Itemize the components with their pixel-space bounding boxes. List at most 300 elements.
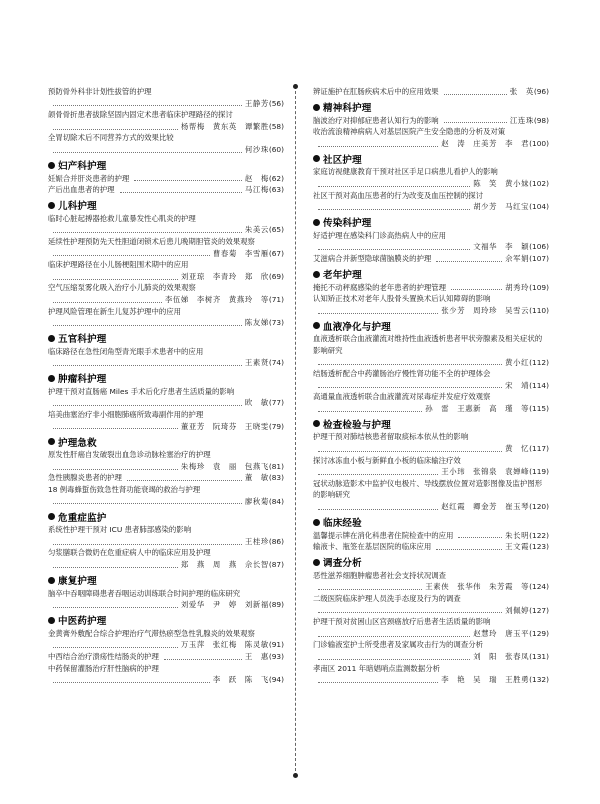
toc-entry[interactable] (48, 663, 284, 686)
entry-line (48, 421, 284, 433)
toc-entry[interactable] (48, 306, 284, 329)
entry-line (313, 639, 549, 651)
toc-entry[interactable] (48, 421, 284, 433)
entry-line (48, 599, 284, 611)
dot-leader (53, 227, 242, 233)
toc-entry[interactable] (313, 616, 549, 639)
toc-entry[interactable] (313, 126, 549, 149)
section-heading (48, 199, 284, 212)
entry-line (48, 536, 284, 548)
entry-page-number: (122) (529, 530, 549, 540)
toc-section (48, 574, 284, 611)
entry-title: 护理干预对肺结核患者留取痰标本依从性的影响 (313, 432, 469, 442)
toc-entry[interactable] (48, 173, 284, 185)
entry-line (48, 357, 284, 369)
toc-section (313, 216, 549, 265)
entry-page-number: (107) (529, 253, 549, 263)
section-heading (313, 101, 549, 114)
entry-line (48, 98, 284, 110)
entry-page-number: (69) (268, 271, 284, 281)
toc-entry[interactable] (313, 639, 549, 651)
entry-page-number: (87) (268, 560, 284, 569)
entry-page-number: (71) (268, 294, 284, 304)
section-heading (48, 332, 284, 345)
entry-page-number: (96) (533, 87, 549, 96)
entry-title: 中药保留灌肠治疗肝性脑病的护理 (48, 663, 159, 673)
entry-authors: 李伍娣 李树齐 黄燕玲 等 (164, 294, 269, 304)
entry-line (313, 201, 549, 213)
entry-line (48, 271, 284, 283)
entry-title-tail: 妊娠合并肝炎患者的护理 (48, 173, 130, 183)
entry-authors: 王素贤 (244, 358, 269, 368)
toc-entry[interactable] (313, 651, 549, 663)
toc-entry[interactable] (48, 651, 284, 663)
toc-entry[interactable] (48, 386, 284, 409)
toc-entry[interactable] (48, 524, 284, 547)
entry-page-number: (73) (268, 318, 284, 328)
entry-title: 认知矫正技术对老年人股骨头置换术后认知障碍的影响 (313, 294, 491, 304)
entry-page-number: (112) (529, 357, 549, 367)
entry-line (48, 184, 284, 196)
entry-page-number: (93) (268, 651, 284, 661)
entry-title: 家庭访视健康教育干预对社区手足口病患儿看护人的影响 (313, 167, 498, 177)
toc-entry[interactable] (48, 282, 284, 305)
dot-leader (451, 284, 502, 290)
entry-authors: 刘亚琼 李青玲 郑 欣 (180, 271, 269, 281)
dot-leader (318, 181, 470, 187)
bullet-dot-icon (313, 420, 320, 427)
dot-leader (436, 544, 502, 550)
toc-section (313, 152, 549, 212)
toc-left-column (48, 86, 284, 689)
entry-title: 18 例毒蜂蜇伤致急性肾功能衰竭的救治与护理 (48, 485, 201, 495)
entry-authors: 欧 敏 (244, 398, 269, 408)
toc-entry[interactable] (48, 588, 284, 611)
entry-authors: 黄小红 (505, 357, 530, 367)
dot-leader (53, 464, 178, 470)
toc-entry[interactable] (48, 472, 284, 484)
entry-page-number: (100) (529, 138, 549, 148)
entry-page-number: (114) (529, 380, 549, 390)
entry-title: 社区干预对高血压患者的行为改变及血压控制的探讨 (313, 190, 483, 200)
dot-leader (134, 175, 242, 181)
entry-authors: 宋 靖 (505, 380, 530, 390)
bullet-dot-icon (313, 271, 320, 278)
entry-title: 高通量血液透析联合血液灌流对尿毒症并发症疗效观察 (313, 392, 491, 402)
entry-line (313, 241, 549, 253)
dot-leader (318, 244, 470, 250)
section-title: 老年护理 (323, 270, 362, 282)
entry-authors: 郑 燕 周 燕 佘长智 (180, 560, 269, 569)
toc-entry[interactable] (313, 455, 549, 478)
bullet-dot-icon (48, 513, 55, 520)
entry-authors: 黄 忆 (505, 444, 530, 454)
entry-page-number: (106) (529, 242, 549, 252)
entry-page-number: (98) (533, 115, 549, 125)
toc-entry[interactable] (48, 213, 284, 236)
dot-leader (53, 297, 162, 303)
entry-line (48, 472, 284, 484)
entry-title: 原发性肝癌自发破裂出血急诊动脉栓塞治疗的护理 (48, 450, 211, 460)
entry-title: 系统性护理干预对 ICU 患者肺部感染的影响 (48, 525, 192, 535)
dot-leader (127, 475, 242, 481)
toc-section (48, 435, 284, 507)
toc-entry[interactable] (48, 132, 284, 155)
toc-entry[interactable] (313, 368, 549, 391)
dot-leader (318, 504, 438, 510)
entry-page-number: (94) (268, 675, 284, 685)
entry-page-number: (91) (268, 640, 284, 650)
dot-leader (53, 250, 210, 256)
entry-title-tail: 辨证施护在肛肠疾病术后中的应用效果 (313, 87, 439, 96)
section-heading (48, 614, 284, 627)
entry-title: 孝南区 2011 年暗娼哨点监测数据分析 (313, 663, 440, 673)
entry-line (313, 305, 549, 317)
toc-entry[interactable] (313, 478, 549, 513)
toc-entry[interactable] (48, 346, 284, 369)
section-title: 精神科护理 (323, 103, 372, 115)
entry-page-number: (104) (529, 202, 549, 212)
dot-leader (53, 100, 242, 106)
entry-authors: 董 敏 (244, 473, 269, 483)
section-title: 社区护理 (323, 154, 362, 166)
entry-line (313, 403, 549, 415)
entry-authors: 李 跃 陈 飞 (212, 675, 269, 685)
entry-line (48, 121, 284, 133)
section-heading (313, 556, 549, 569)
toc-entry[interactable] (48, 409, 284, 421)
section-heading (48, 510, 284, 523)
entry-authors: 张少芳 周玲珍 吴雪云 (441, 305, 530, 315)
entry-title: 匀浆膳联合微奶在危重症病人中的临床应用及护理 (48, 548, 211, 558)
entry-line (48, 317, 284, 329)
entry-authors: 孙 雷 王惠新 高 瑾 等 (425, 403, 530, 413)
entry-authors: 胡少芳 马红宝 (473, 202, 530, 212)
entry-line (313, 357, 549, 369)
entry-page-number: (131) (529, 651, 549, 661)
section-title: 五官科护理 (58, 334, 107, 346)
entry-title: 血液透析联合血液灌流对维持性血液透析患者甲状旁腺素及相关症状的影响研究 (313, 334, 543, 355)
dot-leader (318, 631, 470, 637)
entry-page-number: (132) (529, 675, 549, 685)
bullet-dot-icon (48, 577, 55, 584)
toc-entry[interactable] (313, 663, 549, 686)
toc-section (48, 510, 284, 570)
entry-page-number: (81) (268, 461, 284, 471)
bullet-dot-icon (313, 322, 320, 329)
dot-leader (318, 469, 438, 475)
entry-page-number: (77) (268, 398, 284, 408)
entry-authors: 刘佩婷 (505, 605, 530, 615)
entry-line (48, 651, 284, 663)
toc-entry[interactable] (48, 98, 284, 110)
toc-section (48, 372, 284, 432)
entry-line (48, 144, 284, 156)
entry-line (48, 248, 284, 260)
entry-title-tail: 输液卡、瓶签在基层医院的临床应用 (313, 542, 432, 552)
dot-leader (53, 498, 242, 504)
section-heading (313, 216, 549, 229)
dot-leader (436, 256, 502, 262)
toc-entry[interactable] (48, 484, 284, 507)
section-title: 肿瘤科护理 (58, 374, 107, 386)
section-title: 护理急救 (58, 437, 97, 449)
toc-entry[interactable] (313, 391, 549, 414)
entry-title-tail: 脑波治疗对抑郁症患者认知行为的影响 (313, 115, 439, 125)
dot-leader (53, 602, 178, 608)
bullet-dot-icon (48, 375, 55, 382)
entry-title: 临床护理路径在小儿肠梗阻围术期中的应用 (48, 260, 189, 270)
entry-title-tail: 急性胰腺炎患者的护理 (48, 473, 122, 483)
section-title: 调查分析 (323, 558, 362, 570)
entry-authors: 万玉萍 张红梅 陈灵敏 (180, 640, 269, 650)
entry-title: 探讨冰冻血小板与新鲜血小板的临床输注疗效 (313, 455, 461, 465)
dot-leader (53, 400, 242, 406)
section-heading (48, 159, 284, 172)
bullet-dot-icon (313, 104, 320, 111)
entry-title-tail: 中西结合治疗溃疡性结肠炎的护理 (48, 651, 159, 661)
entry-page-number: (127) (529, 605, 549, 615)
section-title: 儿科护理 (58, 201, 97, 213)
bullet-dot-icon (48, 202, 55, 209)
bullet-dot-icon (313, 519, 320, 526)
toc-entry[interactable] (313, 570, 549, 593)
toc-entry[interactable] (313, 333, 549, 368)
toc-entry[interactable] (313, 253, 549, 265)
toc-section (313, 319, 549, 414)
entry-page-number: (84) (268, 496, 284, 506)
dot-leader (318, 204, 470, 210)
entry-page-number: (117) (529, 444, 549, 454)
toc-entry[interactable] (313, 282, 549, 294)
entry-authors: 廖秋菊 (244, 496, 269, 506)
entry-authors: 江连珠 (509, 115, 534, 125)
entry-page-number: (89) (268, 600, 284, 610)
entry-page-number: (110) (529, 305, 549, 315)
section-heading (313, 417, 549, 430)
dot-leader (53, 677, 210, 683)
entry-authors: 王文霞 (505, 542, 530, 552)
entry-page-number: (123) (529, 542, 549, 552)
toc-entry[interactable] (48, 236, 284, 259)
entry-authors: 陈友娣 (244, 318, 269, 328)
dot-leader (53, 360, 242, 366)
section-title: 中医药护理 (58, 616, 107, 628)
toc-section (48, 159, 284, 196)
bullet-dot-icon (48, 335, 55, 342)
entry-authors: 朱梅珍 袁 丽 包燕飞 (180, 461, 269, 471)
entry-authors: 王桂珍 (244, 536, 269, 546)
entry-authors: 王小玮 张锦泉 袁婵峰 (441, 467, 530, 477)
toc-entry[interactable] (313, 190, 549, 213)
section-heading (48, 574, 284, 587)
entry-title: 全胃切除术后不同营养方式的效果比较 (48, 133, 174, 143)
toc-entry[interactable] (48, 86, 284, 98)
section-heading (313, 516, 549, 529)
dot-leader (318, 677, 438, 683)
entry-authors: 文福华 李 颖 (473, 242, 530, 252)
entry-page-number: (115) (529, 403, 549, 413)
dot-leader (318, 141, 438, 147)
entry-line (48, 294, 284, 306)
dot-leader (53, 539, 242, 545)
toc-entry[interactable] (313, 431, 549, 454)
entry-line (313, 282, 549, 294)
entry-title-tail: 温馨提示牌在消化科患者住院检查中的应用 (313, 530, 454, 540)
dot-leader (318, 359, 502, 365)
section-title: 传染科护理 (323, 218, 372, 230)
dot-leader (318, 406, 422, 412)
bullet-dot-icon (313, 155, 320, 162)
column-divider (295, 86, 296, 776)
entry-page-number: (109) (529, 282, 549, 292)
entry-authors: 王静芳 (244, 98, 269, 108)
dot-leader (53, 642, 178, 648)
entry-page-number: (79) (268, 421, 284, 431)
dot-leader (444, 89, 507, 95)
dot-leader (318, 654, 470, 660)
toc-entry[interactable] (48, 109, 284, 132)
entry-authors: 李 艳 吴 瑞 王胜勇 (441, 675, 530, 685)
toc-entry[interactable] (48, 184, 284, 196)
toc-entry[interactable] (313, 115, 549, 127)
entry-title: 冠状动脉造影术中监护仪电极片、导线摆放位置对造影图像及监护图形的影响研究 (313, 478, 543, 500)
entry-authors: 刘爱华 尹 婷 刘新福 (180, 600, 269, 610)
section-heading (48, 435, 284, 448)
entry-line (313, 581, 549, 593)
entry-page-number: (67) (268, 248, 284, 258)
entry-line (48, 496, 284, 508)
dot-leader (458, 532, 502, 538)
dot-leader (318, 446, 502, 452)
toc-section (48, 332, 284, 369)
entry-authors: 赵 涛 庄美芳 李 君 (441, 138, 530, 148)
entry-line (313, 628, 549, 640)
entry-title: 颌骨骨折患者拔除坚固内固定术患者临床护理路径的探讨 (48, 110, 233, 120)
entry-line (313, 541, 549, 553)
entry-authors: 张 英 (509, 87, 534, 96)
entry-authors: 朱美云 (244, 225, 269, 235)
toc-entry[interactable] (313, 166, 549, 189)
toc-entry[interactable] (48, 547, 284, 570)
entry-title: 结肠透析配合中药灌肠治疗慢性肾功能不全的护理体会 (313, 369, 491, 379)
entry-page-number: (119) (529, 467, 549, 477)
entry-line (48, 86, 284, 98)
entry-authors: 陈 笑 黄小妹 (473, 178, 530, 188)
section-heading (313, 319, 549, 332)
toc-entry[interactable] (48, 259, 284, 282)
entry-line (48, 559, 284, 571)
toc-entry[interactable] (313, 593, 549, 616)
entry-line (313, 466, 549, 478)
entry-title: 二级医院临床护理人员洗手态度及行为的调查 (313, 594, 461, 603)
entry-page-number: (129) (529, 628, 549, 638)
section-title: 血液净化与护理 (323, 321, 391, 333)
toc-entry[interactable] (313, 541, 549, 553)
toc-section (313, 417, 549, 512)
entry-title-tail: 预防骨外科非计划性拔管的护理 (48, 87, 152, 96)
entry-title-tail: 产后出血患者的护理 (48, 185, 115, 195)
toc-entry[interactable] (313, 530, 549, 542)
entry-page-number: (56) (268, 98, 284, 108)
entry-title: 护理干预对直肠癌 Miles 手术后化疗患者生活质量的影响 (48, 386, 235, 396)
entry-title-tail: 艾滋病合并新型隐球菌脑膜炎的护理 (313, 253, 432, 263)
entry-authors: 王 惠 (244, 651, 269, 661)
entry-title: 脑卒中吞咽障碍患者吞咽运动训练联合时间护理的临床研究 (48, 588, 241, 598)
section-heading (313, 152, 549, 165)
entry-line (313, 138, 549, 150)
entry-title: 临床路径在急性闭角型青光眼手术患者中的应用 (48, 346, 204, 356)
entry-line (48, 409, 284, 421)
entry-title: 延续性护理预防先天性胆道闭锁术后患儿晚期胆管炎的效果观察 (48, 236, 255, 246)
toc-entry[interactable] (313, 86, 549, 98)
toc-entry[interactable] (313, 230, 549, 253)
entry-authors: 赵 梅 (244, 173, 269, 183)
entry-line (313, 178, 549, 190)
entry-authors: 马江梅 (244, 185, 269, 195)
dot-leader (318, 308, 438, 314)
entry-line (48, 173, 284, 185)
entry-authors: 胡秀玲 (505, 282, 530, 292)
dot-leader (53, 562, 178, 568)
toc-section (313, 101, 549, 150)
dot-leader (53, 124, 178, 130)
dot-leader (53, 274, 178, 280)
bullet-dot-icon (48, 162, 55, 169)
toc-section (313, 516, 549, 553)
dot-leader (53, 423, 178, 429)
bullet-dot-icon (48, 617, 55, 624)
bullet-dot-icon (313, 559, 320, 566)
toc-entry[interactable] (48, 449, 284, 472)
entry-line (48, 224, 284, 236)
entry-authors: 赵慧玲 唐玉平 (473, 628, 530, 638)
entry-line (313, 530, 549, 542)
dot-leader (318, 382, 502, 388)
entry-authors: 董亚芳 阮琦芬 王晓雯 (180, 421, 269, 431)
entry-line (48, 674, 284, 686)
toc-section (313, 86, 549, 98)
toc-right-column (313, 86, 549, 689)
entry-page-number: (63) (268, 185, 284, 195)
entry-authors: 朱长明 (505, 530, 530, 540)
dot-leader (53, 147, 242, 153)
entry-title-tail: 门诊输液室护士所受患者及家属攻击行为的调查分析 (313, 640, 483, 650)
entry-title: 临时心脏起搏器抢救儿童暴发性心肌炎的护理 (48, 213, 196, 223)
entry-authors: 曹春菊 李雪雁 (212, 248, 269, 258)
entry-line (48, 397, 284, 409)
toc-entry[interactable] (313, 293, 549, 316)
dot-leader (444, 117, 507, 123)
dot-leader (53, 320, 242, 326)
dot-leader (318, 584, 422, 590)
toc-section (48, 614, 284, 686)
bullet-dot-icon (48, 438, 55, 445)
toc-entry[interactable] (48, 628, 284, 651)
toc-section (48, 199, 284, 329)
entry-line (313, 115, 549, 127)
entry-authors: 佘军娟 (505, 253, 530, 263)
entry-line (48, 639, 284, 651)
entry-title-tail: 培美曲塞治疗非小细胞肺癌所致毒副作用的护理 (48, 410, 204, 420)
bullet-dot-icon (313, 219, 320, 226)
section-heading (313, 268, 549, 281)
entry-authors: 王素侠 张华伟 朱芳霞 等 (425, 582, 530, 592)
entry-title: 护理风险管理在新生儿复苏护理中的应用 (48, 306, 182, 316)
toc-section (313, 556, 549, 686)
toc-section (313, 268, 549, 317)
entry-page-number: (120) (529, 502, 549, 512)
